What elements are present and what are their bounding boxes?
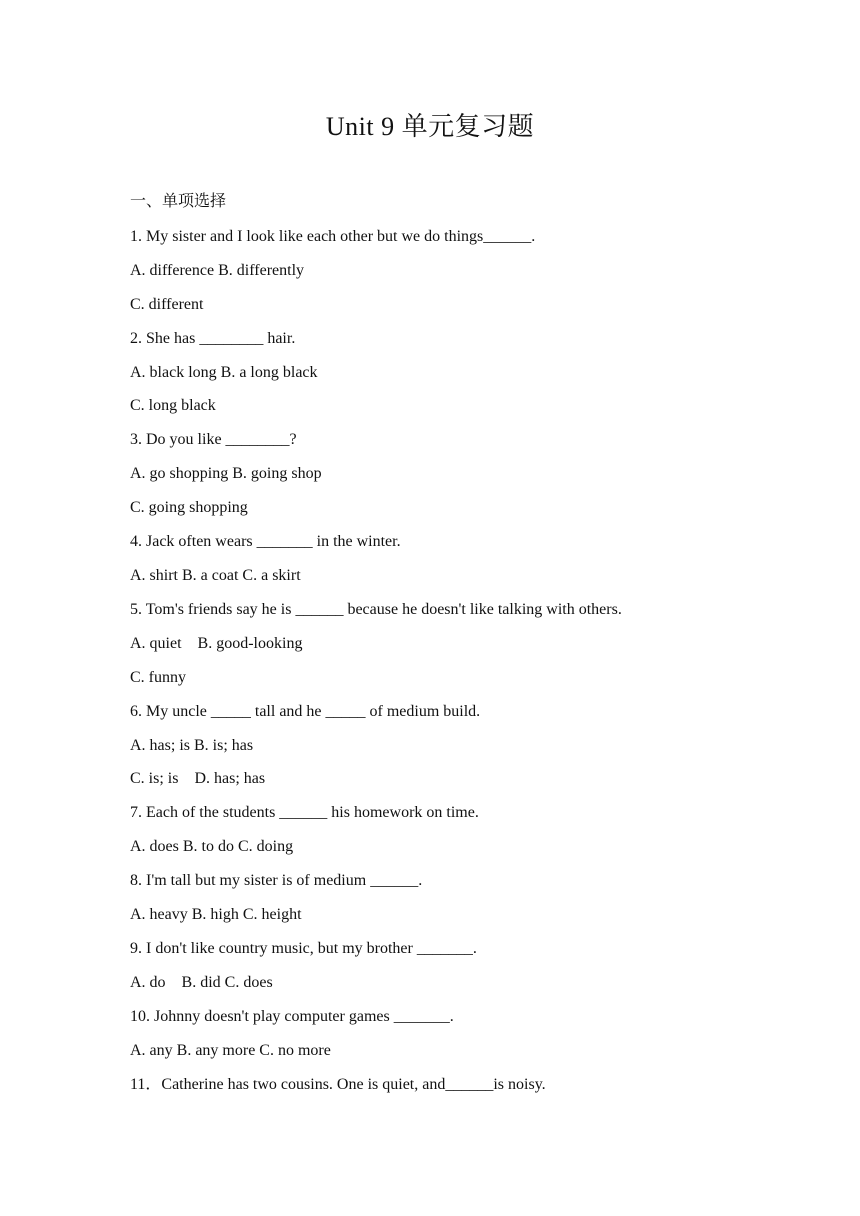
question-2: 2. She has ________ hair. — [130, 329, 296, 347]
question-3-option-c: C. going shopping — [130, 499, 248, 517]
question-10-options: A. any B. any more C. no more — [130, 1041, 331, 1059]
question-7: 7. Each of the students ______ his homework on time. — [130, 804, 479, 822]
question-6-options-c-d: C. is; is D. has; has — [130, 770, 266, 788]
question-6-options-a-b: A. has; is B. is; has — [130, 736, 254, 754]
question-4-options: A. shirt B. a coat C. a skirt — [130, 566, 301, 584]
question-7-options: A. does B. to do C. doing — [130, 838, 294, 856]
question-1: 1. My sister and I look like each other but we do things______. — [130, 227, 536, 245]
question-2-option-c: C. long black — [130, 397, 216, 415]
question-2-options-a-b: A. black long B. a long black — [130, 363, 318, 381]
question-5-option-c: C. funny — [130, 668, 186, 686]
question-3-options-a-b: A. go shopping B. going shop — [130, 465, 322, 483]
question-9: 9. I don't like country music, but my brother _______. — [130, 939, 477, 957]
question-8: 8. I'm tall but my sister is of medium ______. — [130, 872, 423, 890]
question-5: 5. Tom's friends say he is ______ because he doesn't like talking with others. — [130, 600, 622, 618]
question-9-options: A. do B. did C. does — [130, 973, 273, 991]
question-1-options-a-b: A. difference B. differently — [130, 261, 305, 279]
question-1-option-c: C. different — [130, 295, 204, 313]
question-4: 4. Jack often wears _______ in the winter. — [130, 533, 401, 551]
question-5-options-a-b: A. quiet B. good-looking — [130, 634, 303, 652]
document-body — [130, 185, 770, 1101]
question-6: 6. My uncle _____ tall and he _____ of medium build. — [130, 702, 481, 720]
question-3: 3. Do you like ________? — [130, 431, 297, 449]
section-heading: 一、单项选择 — [130, 193, 227, 210]
document-title: Unit 9 单元复习题 — [325, 112, 535, 141]
question-8-options: A. heavy B. high C. height — [130, 906, 302, 924]
question-10: 10. Johnny doesn't play computer games _______. — [130, 1007, 454, 1025]
question-11: 11．Catherine has two cousins. One is quiet, and______is noisy. — [130, 1075, 546, 1093]
